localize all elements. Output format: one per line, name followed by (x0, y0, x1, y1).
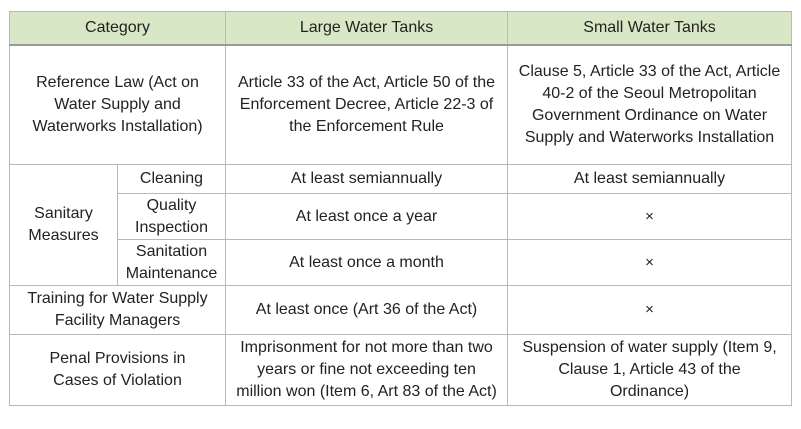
cleaning-label: Cleaning (118, 165, 226, 194)
table-row-training (10, 286, 792, 335)
table-row-quality-inspection (10, 194, 792, 240)
penal-provisions-label: Penal Provisions in Cases of Violation (10, 335, 226, 406)
sanitation-maintenance-large: At least once a month (226, 240, 508, 286)
comparison-table-container (9, 11, 792, 406)
reference-law-small: Clause 5, Article 33 of the Act, Article 40-2 of the Seoul Metropolitan Government Ordinance on Water Supply and Waterworks Installation (508, 45, 792, 165)
cleaning-small: At least semiannually (508, 165, 792, 194)
training-large: At least once (Art 36 of the Act) (226, 286, 508, 335)
training-small: × (508, 286, 792, 335)
table-row-penal-provisions (10, 335, 792, 406)
reference-law-label: Reference Law (Act on Water Supply and Waterworks Installation) (10, 45, 226, 165)
training-label: Training for Water Supply Facility Managers (10, 286, 226, 335)
table-row-sanitation-maintenance (10, 240, 792, 286)
header-row (10, 12, 792, 46)
table-row-reference-law (10, 45, 792, 165)
sanitation-maintenance-small: × (508, 240, 792, 286)
sanitary-measures-label: Sanitary Measures (10, 165, 118, 286)
water-tank-comparison-table (9, 11, 792, 406)
sanitation-maintenance-label: Sanitation Maintenance (118, 240, 226, 286)
quality-inspection-label: Quality Inspection (118, 194, 226, 240)
penal-provisions-large: Imprisonment for not more than two years or fine not exceeding ten million won (Item 6, Art 83 of the Act) (226, 335, 508, 406)
cleaning-large: At least semiannually (226, 165, 508, 194)
table-row-cleaning (10, 165, 792, 194)
header-category: Category (10, 12, 226, 46)
header-large-tanks: Large Water Tanks (226, 12, 508, 46)
quality-inspection-small: × (508, 194, 792, 240)
reference-law-large: Article 33 of the Act, Article 50 of the Enforcement Decree, Article 22-3 of the Enforcement Rule (226, 45, 508, 165)
penal-provisions-small: Suspension of water supply (Item 9, Clause 1, Article 43 of the Ordinance) (508, 335, 792, 406)
header-small-tanks: Small Water Tanks (508, 12, 792, 46)
quality-inspection-large: At least once a year (226, 194, 508, 240)
